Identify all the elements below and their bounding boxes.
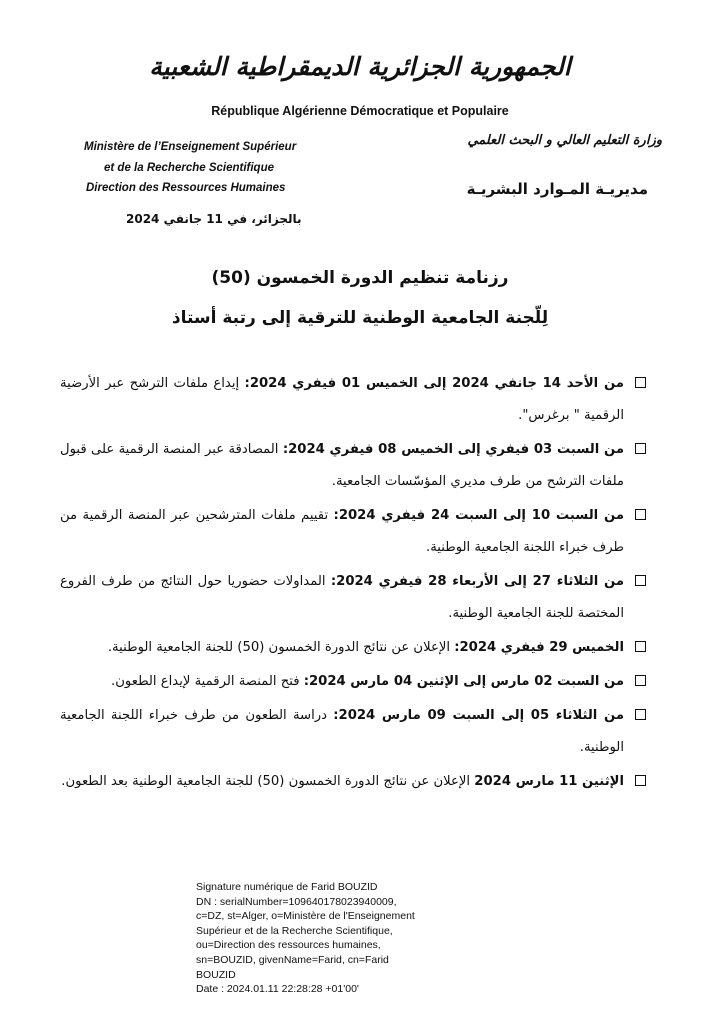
checkbox-icon: [635, 775, 646, 786]
republic-title-fr: République Algérienne Démocratique et Populaire: [211, 104, 509, 118]
signature-line: c=DZ, st=Alger, o=Ministère de l'Enseignement: [196, 910, 415, 923]
list-item: [60, 766, 646, 798]
item-date: من الأحد 14 جانفي 2024 إلى الخميس 01 فيفري 2024:: [244, 376, 624, 391]
list-item: [60, 368, 646, 432]
list-item: [60, 434, 646, 498]
schedule-list: [60, 368, 646, 798]
list-item: [60, 666, 646, 698]
signature-line: BOUZID: [196, 968, 236, 981]
document-title-line2: لِلّجنة الجامعية الوطنية للترقية إلى رتبة أستاذ: [171, 308, 549, 328]
ministry-ar: وزارة التعليم العالي و البحث العلمي: [467, 133, 662, 148]
checkbox-icon: [635, 377, 646, 388]
list-item: [60, 500, 646, 564]
checkbox-icon: [635, 675, 646, 686]
item-text: إيداع ملفات الترشح عبر الأرضية الرقمية " برغرس".: [60, 376, 624, 423]
checkbox-icon: [635, 443, 646, 454]
list-item: [60, 632, 646, 664]
signature-line: ou=Direction des ressources humaines,: [196, 939, 381, 952]
signature-line: sn=BOUZID, givenName=Farid, cn=Farid: [196, 953, 389, 966]
item-text: الإعلان عن نتائج الدورة الخمسون (50) للجنة الجامعية الوطنية.: [107, 640, 455, 655]
item-date: من الثلاثاء 05 إلى السبت 09 مارس 2024:: [333, 708, 624, 723]
list-item: [60, 700, 646, 764]
item-text: الإعلان عن نتائج الدورة الخمسون (50) للجنة الجامعية الوطنية بعد الطعون.: [61, 774, 475, 789]
item-text: المصادقة عبر المنصة الرقمية على قبول ملفات الترشح من طرف مديري المؤسّسات الجامعية.: [60, 442, 624, 489]
checkbox-icon: [635, 641, 646, 652]
direction-ar: مديريـة المـوارد البشريـة: [466, 180, 648, 198]
checkbox-icon: [635, 509, 646, 520]
direction-fr: Direction des Ressources Humaines: [86, 182, 286, 194]
item-text: دراسة الطعون من طرف خبراء اللجنة الجامعية الوطنية.: [60, 708, 624, 755]
ministry-fr-line2: et de la Recherche Scientifique: [104, 162, 275, 174]
list-item: [60, 566, 646, 630]
item-text: فتح المنصة الرقمية لإيداع الطعون.: [111, 674, 304, 689]
item-date: من السبت 02 مارس إلى الإثنين 04 مارس 2024:: [303, 674, 624, 689]
item-date: من السبت 03 فيفري إلى الخميس 08 فيفري 2024:: [282, 442, 624, 457]
checkbox-icon: [635, 709, 646, 720]
item-text: تقييم ملفات المترشحين عبر المنصة الرقمية من طرف خبراء اللجنة الجامعية الوطنية.: [60, 508, 624, 555]
issue-date: بالجزائر، في 11 جانفي 2024: [126, 212, 302, 226]
document-title-line1: رزنامة تنظيم الدورة الخمسون (50): [211, 268, 509, 288]
item-date: الإثنين 11 مارس 2024: [474, 774, 624, 789]
item-date: من الثلاثاء 27 إلى الأربعاء 28 فيفري 2024:: [330, 574, 625, 589]
ministry-fr: [84, 137, 296, 179]
signature-line: Signature numérique de Farid BOUZID: [196, 881, 378, 893]
item-date: من السبت 10 إلى السبت 24 فيفري 2024:: [333, 508, 624, 523]
checkbox-icon: [635, 575, 646, 586]
item-date: الخميس 29 فيفري 2024:: [454, 640, 624, 655]
republic-title-ar: الجمهورية الجزائرية الديمقراطية الشعبية: [149, 52, 571, 81]
item-text: المداولات حضوريا حول النتائج من طرف الفروع المختصة للجنة الجامعية الوطنية.: [60, 574, 624, 621]
ministry-fr-line1: Ministère de l’Enseignement Supérieur: [84, 141, 297, 153]
signature-line: Date : 2024.01.11 22:28:28 +01'00': [196, 983, 359, 996]
digital-signature: [196, 880, 415, 997]
signature-line: Supérieur et de la Recherche Scientifique,: [196, 924, 393, 937]
signature-line: DN : serialNumber=109640178023940009,: [196, 895, 397, 908]
